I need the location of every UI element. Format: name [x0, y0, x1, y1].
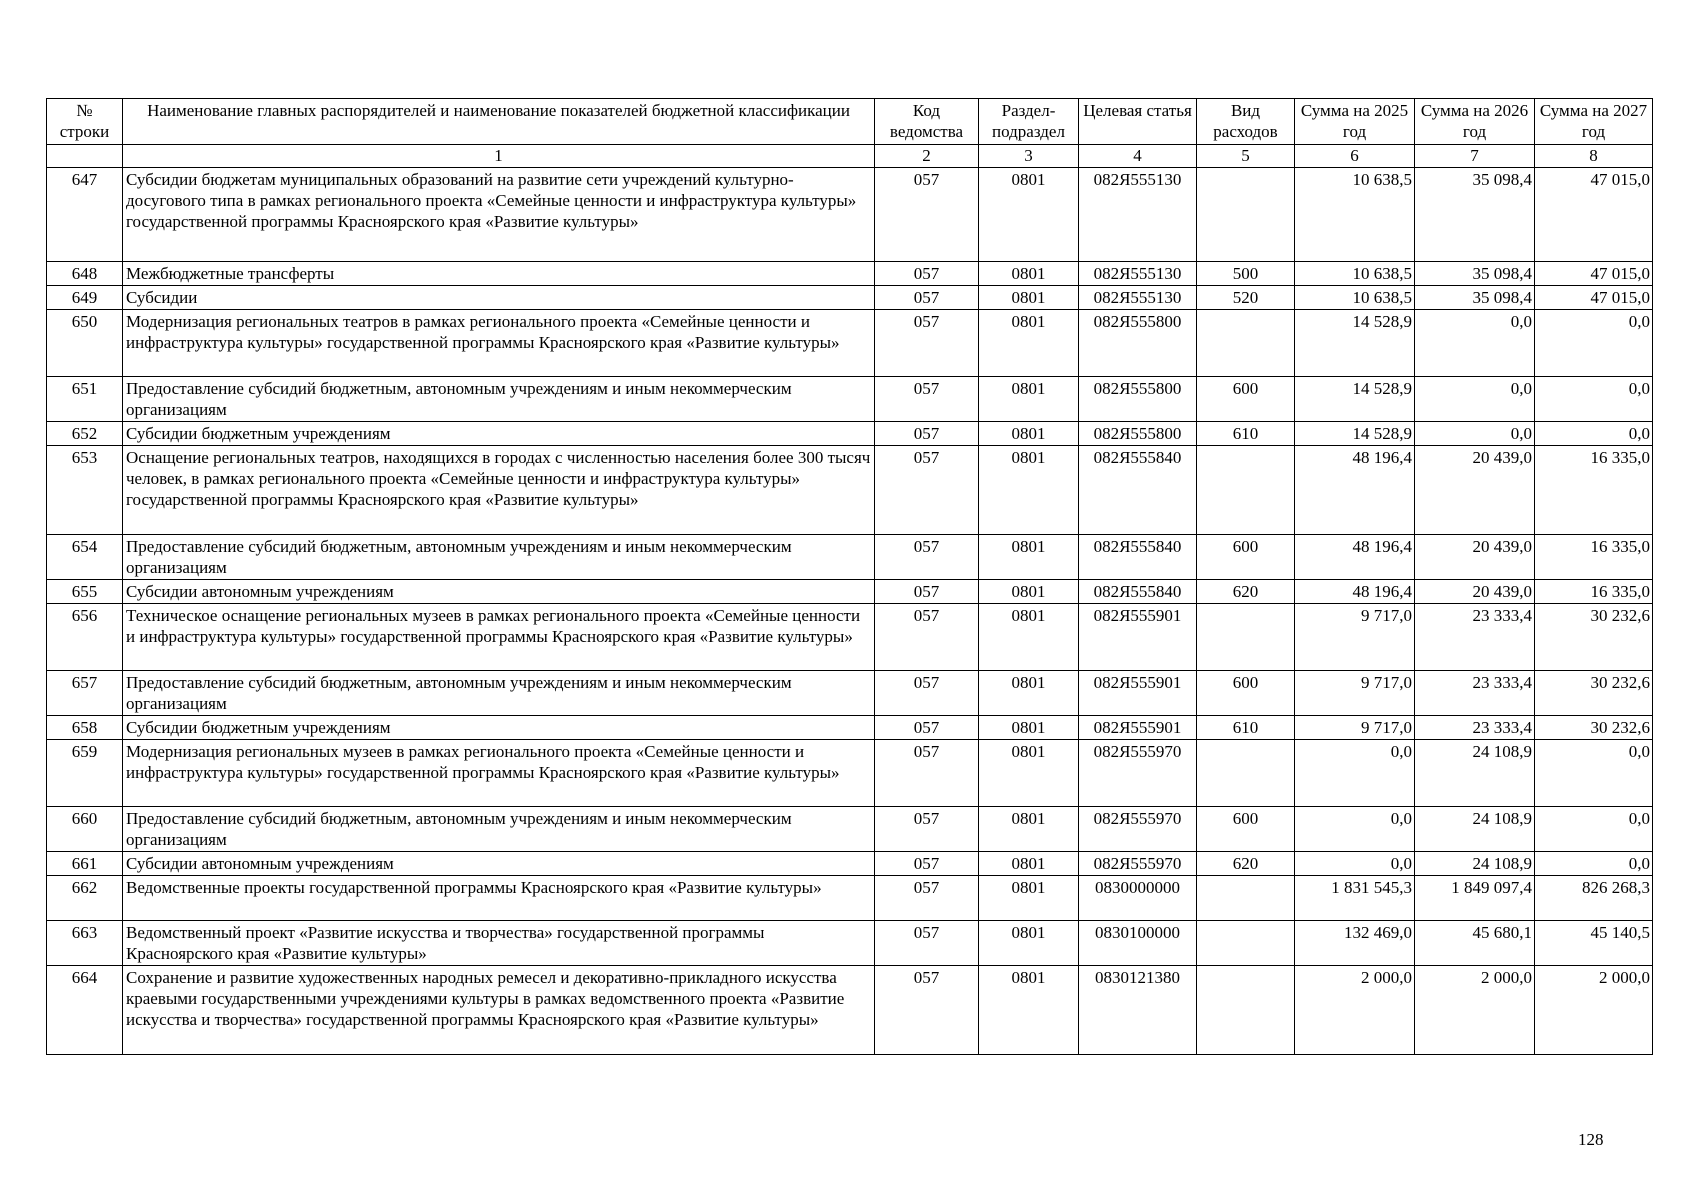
target-article: 082Я555130 [1079, 262, 1197, 286]
row-name: Предоставление субсидий бюджетным, автономным учреждениям и иным некоммерческим организациям [123, 535, 875, 580]
header-sum-2026: Сумма на 2026 год [1415, 99, 1535, 145]
sum-2027: 47 015,0 [1535, 286, 1653, 310]
table-row [47, 446, 1653, 535]
row-number: 647 [47, 168, 123, 262]
section-code: 0801 [979, 286, 1079, 310]
expense-type [1197, 446, 1295, 535]
target-article: 0830121380 [1079, 966, 1197, 1055]
sum-2026: 0,0 [1415, 377, 1535, 422]
expense-type: 600 [1197, 807, 1295, 852]
target-article: 082Я555970 [1079, 807, 1197, 852]
row-number: 656 [47, 604, 123, 671]
sum-2026: 20 439,0 [1415, 446, 1535, 535]
sum-2027: 0,0 [1535, 310, 1653, 377]
sum-2025: 1 831 545,3 [1295, 876, 1415, 921]
expense-type [1197, 921, 1295, 966]
expense-type [1197, 604, 1295, 671]
sum-2027: 0,0 [1535, 807, 1653, 852]
row-name: Субсидии бюджетным учреждениям [123, 716, 875, 740]
row-name: Предоставление субсидий бюджетным, автономным учреждениям и иным некоммерческим организациям [123, 377, 875, 422]
sum-2026: 24 108,9 [1415, 740, 1535, 807]
table-row [47, 716, 1653, 740]
header-sum-2025: Сумма на 2025 год [1295, 99, 1415, 145]
section-code: 0801 [979, 740, 1079, 807]
sum-2026: 35 098,4 [1415, 168, 1535, 262]
sum-2027: 47 015,0 [1535, 262, 1653, 286]
table-row [47, 286, 1653, 310]
target-article: 082Я555130 [1079, 168, 1197, 262]
row-name: Субсидии автономным учреждениям [123, 580, 875, 604]
sum-2026: 23 333,4 [1415, 716, 1535, 740]
section-code: 0801 [979, 876, 1079, 921]
table-row [47, 310, 1653, 377]
expense-type: 600 [1197, 671, 1295, 716]
dept-code: 057 [875, 740, 979, 807]
target-article: 082Я555840 [1079, 535, 1197, 580]
row-number: 648 [47, 262, 123, 286]
dept-code: 057 [875, 377, 979, 422]
row-number: 655 [47, 580, 123, 604]
column-index: 8 [1535, 145, 1653, 168]
target-article: 082Я555800 [1079, 377, 1197, 422]
dept-code: 057 [875, 604, 979, 671]
sum-2026: 0,0 [1415, 310, 1535, 377]
row-name: Техническое оснащение региональных музеев в рамках регионального проекта «Семейные ценности и инфраструктура культуры» государственной программы Красноярского края «Развитие культуры» [123, 604, 875, 671]
row-number: 659 [47, 740, 123, 807]
header-row [47, 99, 1653, 145]
target-article: 082Я555130 [1079, 286, 1197, 310]
sum-2027: 0,0 [1535, 852, 1653, 876]
sum-2027: 16 335,0 [1535, 446, 1653, 535]
row-name: Субсидии автономным учреждениям [123, 852, 875, 876]
dept-code: 057 [875, 807, 979, 852]
sum-2025: 0,0 [1295, 740, 1415, 807]
section-code: 0801 [979, 446, 1079, 535]
sum-2027: 16 335,0 [1535, 580, 1653, 604]
sum-2027: 30 232,6 [1535, 716, 1653, 740]
target-article: 082Я555800 [1079, 310, 1197, 377]
sum-2025: 2 000,0 [1295, 966, 1415, 1055]
dept-code: 057 [875, 580, 979, 604]
row-name: Модернизация региональных музеев в рамках регионального проекта «Семейные ценности и инфраструктура культуры» государственной программы Красноярского края «Развитие культуры» [123, 740, 875, 807]
row-number: 663 [47, 921, 123, 966]
table-row [47, 740, 1653, 807]
expense-type [1197, 740, 1295, 807]
dept-code: 057 [875, 262, 979, 286]
row-number: 658 [47, 716, 123, 740]
sum-2027: 2 000,0 [1535, 966, 1653, 1055]
row-name: Модернизация региональных театров в рамках регионального проекта «Семейные ценности и инфраструктура культуры» государственной программы Красноярского края «Развитие культуры» [123, 310, 875, 377]
section-code: 0801 [979, 535, 1079, 580]
row-name: Межбюджетные трансферты [123, 262, 875, 286]
row-name: Субсидии бюджетным учреждениям [123, 422, 875, 446]
header-section: Раздел-подраздел [979, 99, 1079, 145]
dept-code: 057 [875, 310, 979, 377]
sum-2025: 9 717,0 [1295, 604, 1415, 671]
sum-2026: 45 680,1 [1415, 921, 1535, 966]
sum-2025: 10 638,5 [1295, 286, 1415, 310]
sum-2027: 0,0 [1535, 740, 1653, 807]
table-row [47, 966, 1653, 1055]
section-code: 0801 [979, 310, 1079, 377]
dept-code: 057 [875, 716, 979, 740]
target-article: 082Я555800 [1079, 422, 1197, 446]
sum-2026: 35 098,4 [1415, 286, 1535, 310]
section-code: 0801 [979, 377, 1079, 422]
target-article: 082Я555970 [1079, 852, 1197, 876]
header-target-article: Целевая статья [1079, 99, 1197, 145]
header-sum-2027: Сумма на 2027 год [1535, 99, 1653, 145]
section-code: 0801 [979, 262, 1079, 286]
section-code: 0801 [979, 580, 1079, 604]
sum-2027: 47 015,0 [1535, 168, 1653, 262]
row-number: 662 [47, 876, 123, 921]
header-name: Наименование главных распорядителей и наименование показателей бюджетной классификации [123, 99, 875, 145]
column-index: 2 [875, 145, 979, 168]
sum-2025: 0,0 [1295, 807, 1415, 852]
target-article: 082Я555901 [1079, 671, 1197, 716]
table-row [47, 535, 1653, 580]
dept-code: 057 [875, 921, 979, 966]
sum-2026: 2 000,0 [1415, 966, 1535, 1055]
sum-2025: 10 638,5 [1295, 168, 1415, 262]
sum-2025: 9 717,0 [1295, 716, 1415, 740]
expense-type: 620 [1197, 852, 1295, 876]
row-number: 649 [47, 286, 123, 310]
section-code: 0801 [979, 168, 1079, 262]
row-number: 664 [47, 966, 123, 1055]
section-code: 0801 [979, 422, 1079, 446]
dept-code: 057 [875, 852, 979, 876]
table-row [47, 168, 1653, 262]
sum-2026: 1 849 097,4 [1415, 876, 1535, 921]
sum-2025: 48 196,4 [1295, 580, 1415, 604]
sum-2025: 9 717,0 [1295, 671, 1415, 716]
target-article: 0830000000 [1079, 876, 1197, 921]
sum-2025: 48 196,4 [1295, 446, 1415, 535]
target-article: 0830100000 [1079, 921, 1197, 966]
dept-code: 057 [875, 168, 979, 262]
table-row [47, 671, 1653, 716]
dept-code: 057 [875, 671, 979, 716]
sum-2027: 30 232,6 [1535, 671, 1653, 716]
column-index: 4 [1079, 145, 1197, 168]
sum-2026: 35 098,4 [1415, 262, 1535, 286]
row-number: 657 [47, 671, 123, 716]
table-row [47, 262, 1653, 286]
sum-2027: 0,0 [1535, 377, 1653, 422]
section-code: 0801 [979, 807, 1079, 852]
table-row [47, 852, 1653, 876]
sum-2026: 20 439,0 [1415, 535, 1535, 580]
dept-code: 057 [875, 446, 979, 535]
sum-2026: 20 439,0 [1415, 580, 1535, 604]
sum-2026: 23 333,4 [1415, 671, 1535, 716]
dept-code: 057 [875, 286, 979, 310]
row-name: Субсидии [123, 286, 875, 310]
sum-2026: 24 108,9 [1415, 852, 1535, 876]
row-number: 653 [47, 446, 123, 535]
row-number: 650 [47, 310, 123, 377]
sum-2025: 10 638,5 [1295, 262, 1415, 286]
target-article: 082Я555840 [1079, 446, 1197, 535]
table-row [47, 921, 1653, 966]
sum-2027: 30 232,6 [1535, 604, 1653, 671]
table-row [47, 604, 1653, 671]
budget-table [46, 98, 1653, 1055]
row-number: 651 [47, 377, 123, 422]
section-code: 0801 [979, 716, 1079, 740]
row-name: Сохранение и развитие художественных народных ремесел и декоративно-прикладного искусства краевыми государственными учреждениями культуры в рамках ведомственного проекта «Развитие искусства и творчества» государственной программы Красноярского края «Развитие культуры» [123, 966, 875, 1055]
expense-type [1197, 168, 1295, 262]
sum-2025: 14 528,9 [1295, 377, 1415, 422]
column-index: 1 [123, 145, 875, 168]
row-number: 654 [47, 535, 123, 580]
table-row [47, 422, 1653, 446]
column-index: 5 [1197, 145, 1295, 168]
table-row [47, 377, 1653, 422]
sum-2026: 23 333,4 [1415, 604, 1535, 671]
row-number: 661 [47, 852, 123, 876]
dept-code: 057 [875, 876, 979, 921]
expense-type: 600 [1197, 535, 1295, 580]
section-code: 0801 [979, 604, 1079, 671]
expense-type [1197, 310, 1295, 377]
expense-type: 520 [1197, 286, 1295, 310]
expense-type: 610 [1197, 422, 1295, 446]
section-code: 0801 [979, 966, 1079, 1055]
sum-2027: 826 268,3 [1535, 876, 1653, 921]
expense-type [1197, 966, 1295, 1055]
row-name: Предоставление субсидий бюджетным, автономным учреждениям и иным некоммерческим организациям [123, 671, 875, 716]
row-number: 660 [47, 807, 123, 852]
sum-2027: 45 140,5 [1535, 921, 1653, 966]
column-index-row [47, 145, 1653, 168]
row-name: Предоставление субсидий бюджетным, автономным учреждениям и иным некоммерческим организациям [123, 807, 875, 852]
target-article: 082Я555970 [1079, 740, 1197, 807]
target-article: 082Я555901 [1079, 716, 1197, 740]
expense-type: 620 [1197, 580, 1295, 604]
row-name: Ведомственный проект «Развитие искусства и творчества» государственной программы Красноярского края «Развитие культуры» [123, 921, 875, 966]
section-code: 0801 [979, 671, 1079, 716]
section-code: 0801 [979, 852, 1079, 876]
column-index: 3 [979, 145, 1079, 168]
column-index: 7 [1415, 145, 1535, 168]
sum-2027: 0,0 [1535, 422, 1653, 446]
sum-2026: 0,0 [1415, 422, 1535, 446]
header-dept-code: Код ведомства [875, 99, 979, 145]
row-name: Ведомственные проекты государственной программы Красноярского края «Развитие культуры» [123, 876, 875, 921]
column-index: 6 [1295, 145, 1415, 168]
sum-2027: 16 335,0 [1535, 535, 1653, 580]
sum-2025: 14 528,9 [1295, 422, 1415, 446]
dept-code: 057 [875, 535, 979, 580]
column-index-blank [47, 145, 123, 168]
sum-2025: 48 196,4 [1295, 535, 1415, 580]
sum-2025: 132 469,0 [1295, 921, 1415, 966]
dept-code: 057 [875, 966, 979, 1055]
target-article: 082Я555840 [1079, 580, 1197, 604]
sum-2025: 14 528,9 [1295, 310, 1415, 377]
table-row [47, 807, 1653, 852]
page-number: 128 [1578, 1130, 1604, 1149]
header-expense-type: Вид расходов [1197, 99, 1295, 145]
table-row [47, 876, 1653, 921]
row-name: Оснащение региональных театров, находящихся в городах с численностью населения более 300 тысяч человек, в рамках регионального проекта «Семейные ценности и инфраструктура культуры» государственной программы Красноярского края «Развитие культуры» [123, 446, 875, 535]
expense-type: 500 [1197, 262, 1295, 286]
section-code: 0801 [979, 921, 1079, 966]
target-article: 082Я555901 [1079, 604, 1197, 671]
sum-2025: 0,0 [1295, 852, 1415, 876]
expense-type: 610 [1197, 716, 1295, 740]
sum-2026: 24 108,9 [1415, 807, 1535, 852]
expense-type: 600 [1197, 377, 1295, 422]
header-row-number: № строки [47, 99, 123, 145]
row-name: Субсидии бюджетам муниципальных образований на развитие сети учреждений культурно-досугового типа в рамках регионального проекта «Семейные ценности и инфраструктура культуры» государственной программы Красноярского края «Развитие культуры» [123, 168, 875, 262]
table-row [47, 580, 1653, 604]
dept-code: 057 [875, 422, 979, 446]
expense-type [1197, 876, 1295, 921]
row-number: 652 [47, 422, 123, 446]
